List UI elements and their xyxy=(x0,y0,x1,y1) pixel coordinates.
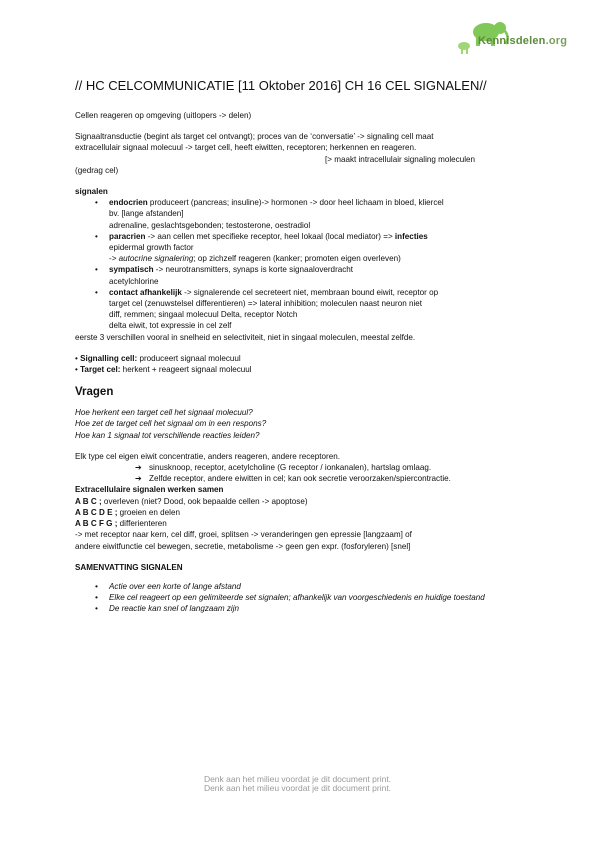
extracellular-line: -> met receptor naar kern, cel diff, groei, splitsen -> veranderingen gen epressie [langzaam] of xyxy=(75,530,412,540)
question-item: Hoe herkent een target cell het signaal molecuul? xyxy=(75,408,253,418)
extracellular-line: andere eiwitfunctie cel bewegen, secretie, metabolisme -> geen gen expr. (fosforyleren) [snel] xyxy=(75,541,411,551)
question-item: Hoe zet de target cell het signaal om in een respons? xyxy=(75,419,267,429)
combo-label: A B C ; xyxy=(75,496,102,506)
cell-role-label: Signalling cell: xyxy=(80,353,138,363)
list-item xyxy=(75,287,535,332)
summary-item: • Elke cel reageert op een gelimiteerde set signalen; afhankelijk van voorgeschiedenis en huidige toestand xyxy=(75,592,535,603)
cell-role-item: • Signalling cell: produceert signaal molecuul xyxy=(75,353,241,363)
document-body xyxy=(75,78,535,615)
signal-types-list xyxy=(75,197,535,331)
transduction-line: extracellulair signaal molecuul -> target cell, heeft eiwitten, receptoren; herkennen en reageren. xyxy=(75,143,417,153)
footer-note xyxy=(0,775,595,793)
term-detail: epidermal growth factor xyxy=(109,243,194,253)
term-bold: infecties xyxy=(394,231,428,241)
summary-item: • De reactie kan snel of langzaam zijn xyxy=(75,603,535,614)
term-text: -> signalerende cel secreteert niet, membraan bound eiwit, receptor op xyxy=(181,287,439,297)
combo-row xyxy=(75,496,535,507)
brand-wordmark[interactable] xyxy=(478,35,567,47)
arrow-item: ➔ sinusknoop, receptor, acetylcholine (G receptor / ionkanalen), hartslag omlaag. xyxy=(75,462,535,473)
term-label: sympatisch xyxy=(109,265,154,275)
combo-row xyxy=(75,518,535,529)
page-title: // HC CELCOMMUNICATIE [11 Oktober 2016] CH 16 CEL SIGNALEN// xyxy=(75,78,487,93)
section-heading-extracellular: Extracellulaire signalen werken samen xyxy=(75,485,224,495)
combo-label: A B C D E ; xyxy=(75,507,118,517)
term-text: produceert (pancreas; insuline)-> hormonen -> door heel lichaam in bloed, kliercel xyxy=(147,198,444,208)
cell-role-item: • Target cel: herkent + reageert signaal molecuul xyxy=(75,365,252,375)
combo-text: groeien en delen xyxy=(117,507,180,517)
term-detail: adrenaline, geslachtsgebonden; testosterone, oestradiol xyxy=(109,220,311,230)
term-italic: autocrine signalering xyxy=(118,254,194,264)
term-label: endocrien xyxy=(109,198,148,208)
section-heading-signalen: signalen xyxy=(75,187,108,197)
list-item xyxy=(75,264,535,286)
summary-item: • Actie over een korte of lange afstand xyxy=(75,581,535,592)
combo-label: A B C F G ; xyxy=(75,519,118,529)
section-heading-vragen: Vragen xyxy=(75,386,114,399)
term-detail: diff, remmen; singaal molecuul Delta, receptor Notch xyxy=(109,310,298,320)
transduction-line: Signaaltransductie (begint als target cel ontvangt); proces van de ‘conversatie’ -> signaling cell maat xyxy=(75,132,434,142)
arrow-item: ➔ Zelfde receptor, andere eiwitten in cel; kan ook secretie veroorzaken/spiercontractie. xyxy=(75,473,535,484)
cell-role-label: Target cel: xyxy=(80,365,121,375)
term-detail: acetylchlorine xyxy=(109,276,159,286)
term-label: contact afhankelijk xyxy=(109,287,182,297)
arrow-prefix: -> xyxy=(109,254,119,264)
cell-role-text: produceert signaal molecuul xyxy=(137,353,241,363)
arrow-list xyxy=(75,462,535,484)
combo-text: overleven (niet? Dood, ook bepaalde cellen -> apoptose) xyxy=(101,496,308,506)
footer-text: Denk aan het milieu voordat je dit document print. xyxy=(203,774,392,784)
question-item: Hoe kan 1 signaal tot verschillende reacties leiden? xyxy=(75,430,260,440)
combo-row xyxy=(75,507,535,518)
cell-roles xyxy=(75,353,535,375)
list-item xyxy=(75,197,535,231)
summary-list xyxy=(75,581,535,615)
brand-tld: .org xyxy=(545,35,568,47)
questions-list xyxy=(75,407,535,441)
brand-name: Kennisdelen xyxy=(478,35,546,47)
transduction-line: [> maakt intracellulair signaling moleculen xyxy=(325,154,476,164)
term-text: -> aan cellen met specifieke receptor, heel lokaal (local mediator) => xyxy=(145,231,395,241)
vragen-body: Elk type cel eigen eiwit concentratie, anders reageren, andere receptoren. xyxy=(75,451,341,461)
term-text: -> neurotransmitters, synaps is korte signaaloverdracht xyxy=(153,265,354,275)
term-rest: ; op zichzelf reageren (kanker; promoten eigen overleven) xyxy=(193,254,401,264)
extracellular-section xyxy=(75,484,535,551)
term-detail xyxy=(109,253,535,264)
footer-text-shadow: Denk aan het milieu voordat je dit document print. xyxy=(203,783,392,793)
term-label: paracrien xyxy=(109,231,146,241)
cell-role-text: herkent + reageert signaal molecuul xyxy=(120,365,252,375)
transduction-line: (gedrag cel) xyxy=(75,165,119,175)
term-detail: bv. [lange afstanden] xyxy=(109,209,184,219)
signal-summary: eerste 3 verschillen vooral in snelheid en selectiviteit, niet in singaal moleculen, meestal zelfde. xyxy=(75,332,416,342)
term-detail: target cel (zenuwstelsel differentieren) => lateral inhibition; moleculen naast neuron niet xyxy=(109,299,422,309)
transduction-paragraph xyxy=(75,131,535,176)
section-heading-samenvatting: SAMENVATTING SIGNALEN xyxy=(75,562,183,572)
term-detail: delta eiwit, tot expressie in cel zelf xyxy=(109,321,232,331)
combo-text: differienteren xyxy=(117,519,167,529)
intro-text: Cellen reageren op omgeving (uitlopers -> delen) xyxy=(75,111,252,120)
list-item xyxy=(75,231,535,265)
